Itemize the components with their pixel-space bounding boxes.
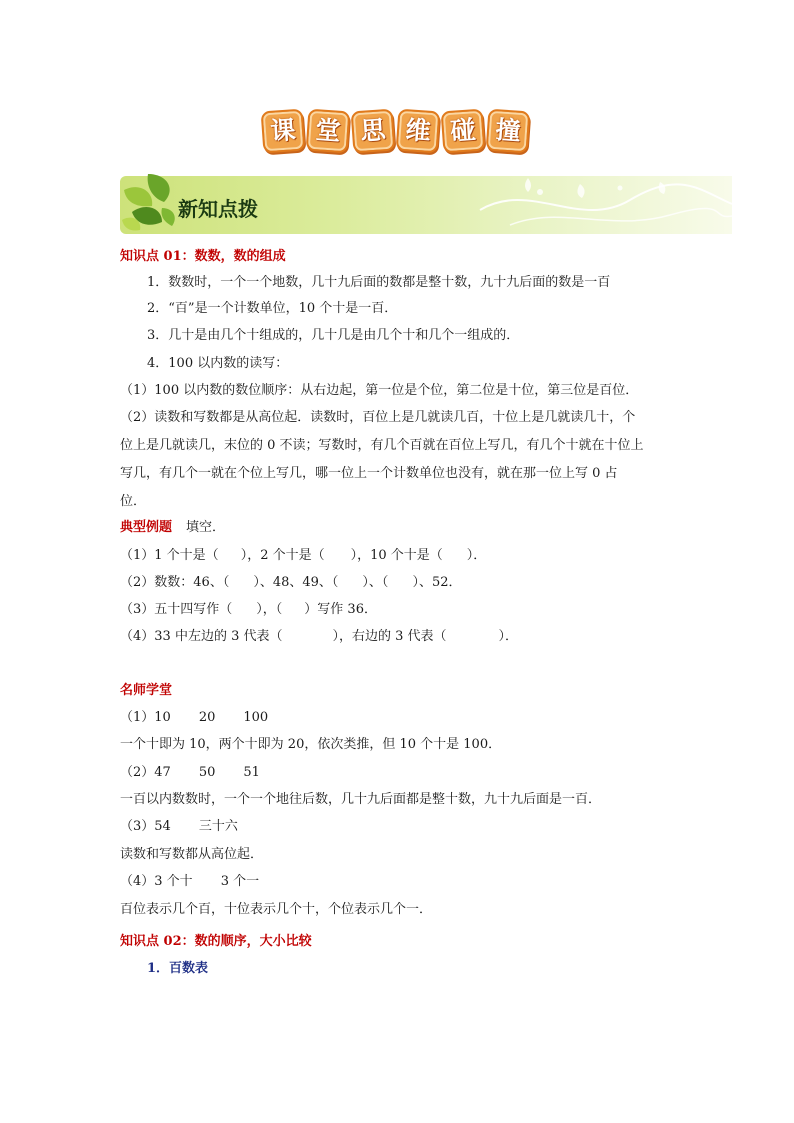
kp1-heading: 知识点 01：数数，数的组成	[120, 249, 286, 264]
q-text: （2）数数：46、（	[120, 575, 230, 590]
title-char: 碰	[441, 109, 486, 154]
title-char: 思	[351, 109, 396, 154]
q-text: ）、（	[362, 575, 389, 590]
q-text: ）写作 36．	[304, 602, 377, 617]
explanation-4: 百位表示几个百，十位表示几个十，个位表示几个一．	[120, 902, 433, 917]
vine-decoration-icon	[470, 170, 732, 240]
answer-value: （1）10	[120, 710, 171, 725]
q-text: ），（	[256, 602, 283, 617]
kp1-sub2-line: 写几，有几个一就在个位上写几，哪一位上一个计数单位也没有，就在那一位上写 0 占	[120, 466, 618, 481]
answer-value: 51	[243, 765, 260, 780]
kp1-sub2-line: 位．	[120, 494, 147, 509]
answer-value: （4）3 个十	[120, 874, 193, 889]
explanation-2: 一百以内数数时，一个一个地往后数，几十九后面都是整十数，九十九后面是一百．	[120, 792, 602, 807]
answer-value: （2）47	[120, 765, 171, 780]
q-text: ）、52．	[412, 575, 462, 590]
answer-row-2	[120, 763, 260, 783]
explanation-3: 读数和写数都从高位起．	[120, 847, 264, 862]
answer-value: 20	[198, 710, 216, 725]
title-char: 堂	[306, 109, 351, 154]
example-heading-row	[120, 518, 225, 538]
answer-value: 三十六	[198, 819, 238, 834]
explanation-1: 一个十即为 10，两个十即为 20，依次类推，但 10 个十是 100．	[120, 737, 502, 752]
q-text: ），右边的 3 代表（	[332, 629, 447, 644]
kp1-sub2-line: 位上是几就读几，末位的 0 不读；写数时，有几个百就在百位上写几，有几个十就在十位上	[120, 438, 644, 453]
q-text: ），10 个十是（	[350, 548, 443, 563]
kp1-sub2-line: （2）读数和写数都是从高位起．读数时，百位上是几就读几百，十位上是几就读几十，个	[120, 410, 636, 425]
banner-title: 新知点拨	[178, 197, 258, 221]
q-text: （4）33 中左边的 3 代表（	[120, 629, 283, 644]
teacher-heading: 名师学堂	[120, 683, 173, 698]
kp1-item: 4．100 以内数的读写：	[147, 356, 289, 371]
example-question-1	[120, 546, 486, 566]
answer-value: 50	[198, 765, 216, 780]
q-text: ）．	[466, 548, 487, 563]
kp2-heading: 知识点 02：数的顺序，大小比较	[120, 934, 312, 949]
kp1-item: 3．几十是由几个十组成的，几十几是由几个十和几个一组成的．	[147, 328, 520, 343]
answer-value: 100	[243, 710, 269, 725]
title-char: 撞	[486, 109, 531, 154]
answer-value: （3）54	[120, 819, 171, 834]
answer-value: 3 个一	[220, 874, 260, 889]
kp1-sub1: （1）100 以内数的数位顺序：从右边起，第一位是个位，第二位是十位，第三位是百位．	[120, 383, 639, 398]
example-instruction: 填空．	[186, 520, 226, 535]
kp1-item: 2．“百”是一个计数单位，10 个十是一百．	[147, 301, 398, 316]
kp2-subheading: 1．百数表	[147, 961, 209, 976]
title-char: 维	[396, 109, 441, 154]
answer-row-3	[120, 817, 238, 837]
answer-row-4	[120, 872, 259, 892]
answer-row-1	[120, 708, 268, 728]
q-text: ）、48、49、（	[253, 575, 339, 590]
kp1-item: 1．数数时，一个一个地数，几十九后面的数都是整十数，九十九后面的数是一百	[147, 275, 611, 290]
q-text: （1）1 个十是（	[120, 548, 219, 563]
q-text: （3）五十四写作（	[120, 602, 233, 617]
example-label: 典型例题	[120, 520, 173, 535]
page-title	[262, 104, 529, 156]
example-question-4	[120, 627, 518, 647]
example-question-3	[120, 600, 377, 620]
title-char: 课	[261, 109, 306, 154]
example-question-2	[120, 573, 461, 593]
leaves-icon	[118, 168, 180, 236]
q-text: ），2 个十是（	[240, 548, 325, 563]
q-text: ）．	[498, 629, 519, 644]
